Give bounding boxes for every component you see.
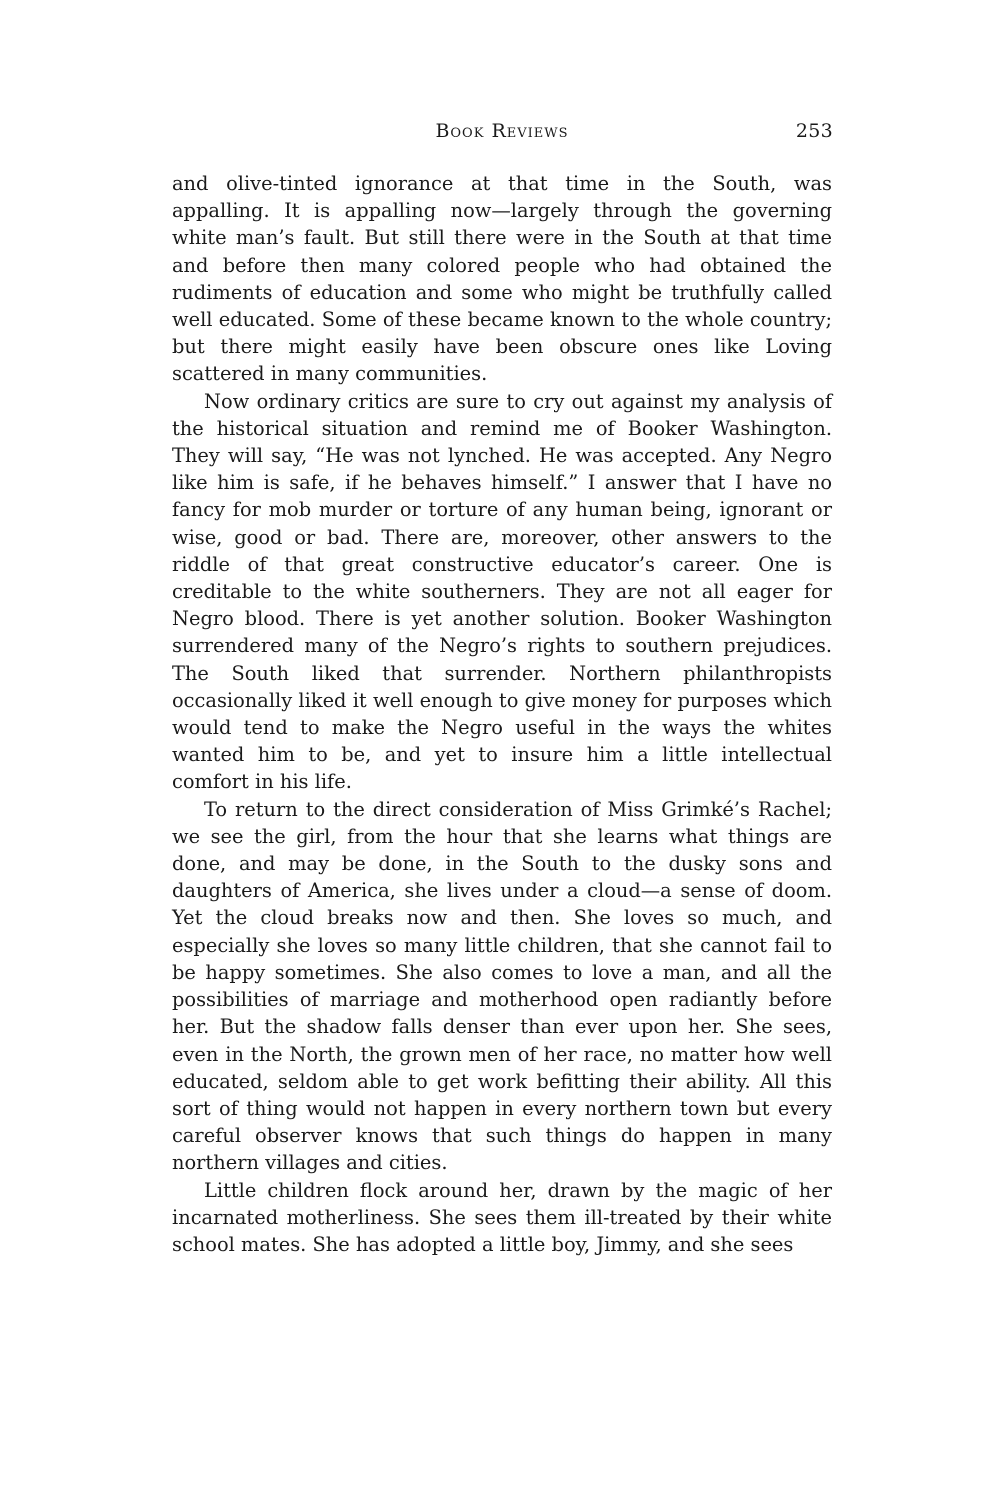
running-head <box>171 120 833 150</box>
page-number: 253 <box>795 120 833 142</box>
body-text <box>172 170 832 1258</box>
paragraph-continued: and olive-tinted ignorance at that time in the South, was appalling. It is appalling now—largely through the governing white man’s fault. But still there were in the South at that time and before then many colored people who had obtained the rudiments of education and some who might be truthfully called well educated. Some of these became known to the whole country; but there might easily have been obscure ones like Loving scattered in many communities. <box>172 172 832 386</box>
paragraph-little-children: Little children flock around her, drawn by the magic of her incarnated motherliness. She sees them ill-treated by their white school mates. She has adopted a little boy, Jimmy, and she sees <box>172 1178 832 1256</box>
paragraph-booker-washington: Now ordinary critics are sure to cry out against my analysis of the historical situation and remind me of Booker Washington. They will say, “He was not lynched. He was accepted. Any Negro like him is safe, if he behaves himself.” I answer that I have no fancy for mob murder or torture of any human being, ignorant or wise, good or bad. There are, moreover, other answers to the riddle of that great constructive educator’s career. One is creditable to the white southerners. They are not all eager for Negro blood. There is yet another solution. Booker Washington surrendered many of the Negro’s rights to southern prejudices. The South liked that surrender. Northern philanthropists occasionally liked it well enough to give money for purposes which would tend to make the Negro useful in the ways the whites wanted him to be, and yet to insure him a little intellectual comfort in his life. <box>172 389 832 794</box>
running-title: Book Reviews <box>435 120 569 142</box>
paragraph-rachel: To return to the direct consideration of Miss Grimké’s Rachel; we see the girl, from the hour that she learns what things are done, and may be done, in the South to the dusky sons and daughters of America, she lives under a cloud—a sense of doom. Yet the cloud breaks now and then. She loves so much, and especially she loves so many little children, that she cannot fail to be happy sometimes. She also comes to love a man, and all the possibilities of marriage and motherhood open radiantly before her. But the shadow falls denser than ever upon her. She sees, even in the North, the grown men of her race, no matter how well educated, seldom able to get work befitting their ability. All this sort of thing would not happen in every northern town but every careful observer knows that such things do happen in many northern villages and cities. <box>172 797 832 1175</box>
